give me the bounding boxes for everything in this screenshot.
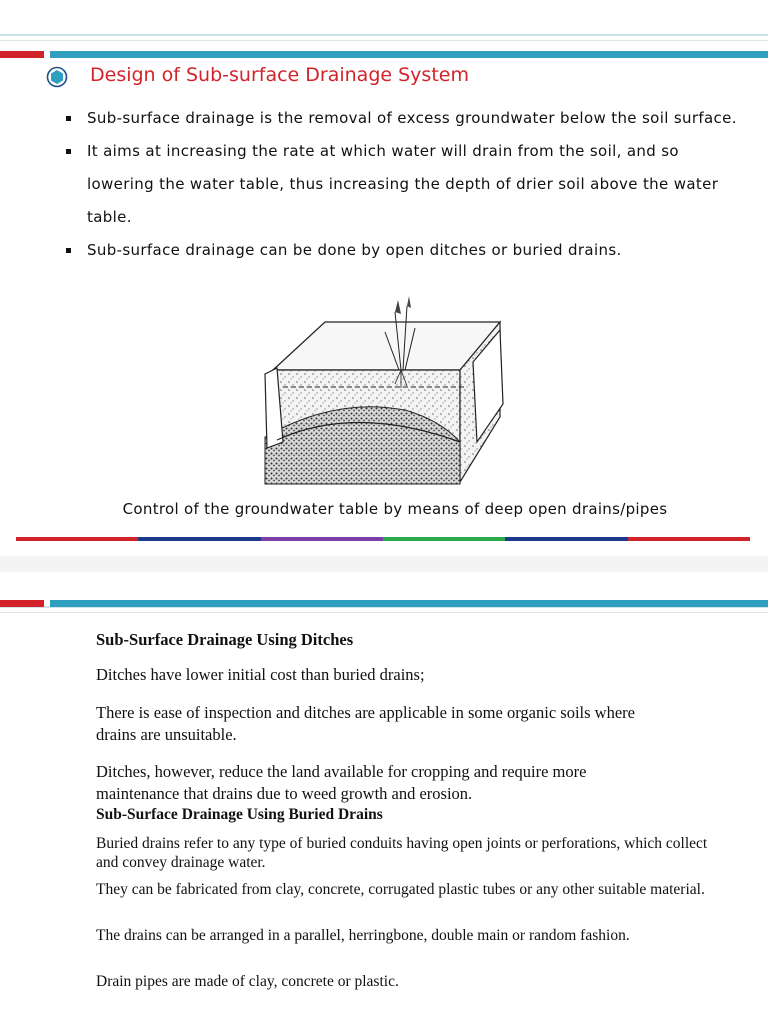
slide-gap [0, 556, 768, 572]
header-band [0, 0, 768, 60]
bullet-square-icon [66, 248, 71, 253]
buried-paragraph: Buried drains refer to any type of buried conduits having open joints or perforations, which collect and convey drainage water. [96, 835, 708, 871]
bar-segment [261, 537, 383, 541]
ditches-heading: Sub-Surface Drainage Using Ditches [96, 630, 354, 649]
title-bullet-icon [46, 66, 68, 88]
bullet-text: Sub-surface drainage can be done by open ditches or buried drains. [87, 241, 622, 259]
bullet-text: Sub-surface drainage is the removal of excess groundwater below the soil surface. [87, 109, 737, 127]
bar-segment [628, 537, 750, 541]
buried-heading: Sub-Surface Drainage Using Buried Drains [96, 806, 383, 823]
bullet-square-icon [66, 149, 71, 154]
slide-2 [0, 572, 768, 1024]
bullet-item [66, 102, 746, 135]
header-wave-line [0, 34, 768, 36]
buried-paragraph: They can be fabricated from clay, concrete, corrugated plastic tubes or any other suitable material. [96, 881, 705, 898]
buried-paragraph: The drains can be arranged in a parallel, herringbone, double main or random fashion. [96, 927, 630, 944]
ditches-paragraph: There is ease of inspection and ditches are applicable in some organic soils where drains are unsuitable. [96, 703, 635, 744]
bar-segment [16, 537, 138, 541]
bullet-square-icon [66, 116, 71, 121]
ditches-paragraph: Ditches have lower initial cost than buried drains; [96, 665, 425, 684]
bar-segment [138, 537, 260, 541]
bottom-color-bar [16, 537, 750, 541]
bullet-item [66, 234, 746, 267]
bar-segment [383, 537, 505, 541]
header-blue-bar [50, 600, 768, 607]
ditches-paragraph: Ditches, however, reduce the land available for cropping and require more maintenance that drains due to weed growth and erosion. [96, 762, 587, 803]
bullet-item [66, 135, 746, 234]
drainage-diagram [255, 292, 515, 492]
bullet-list [66, 102, 746, 267]
header-wave-line [0, 612, 768, 613]
header-red-block [0, 600, 44, 607]
bar-segment [505, 537, 627, 541]
header-wave-line [0, 40, 768, 41]
header-red-block [0, 51, 44, 58]
bullet-text: It aims at increasing the rate at which water will drain from the soil, and so lowering the water table, thus increasing the depth of drier soil above the water table. [87, 142, 719, 226]
header-blue-bar [50, 51, 768, 58]
figure-caption: Control of the groundwater table by means of deep open drains/pipes [122, 500, 668, 518]
header-band [0, 572, 768, 632]
slide-title: Design of Sub-surface Drainage System [90, 64, 469, 86]
buried-paragraph: Drain pipes are made of clay, concrete or plastic. [96, 973, 399, 990]
